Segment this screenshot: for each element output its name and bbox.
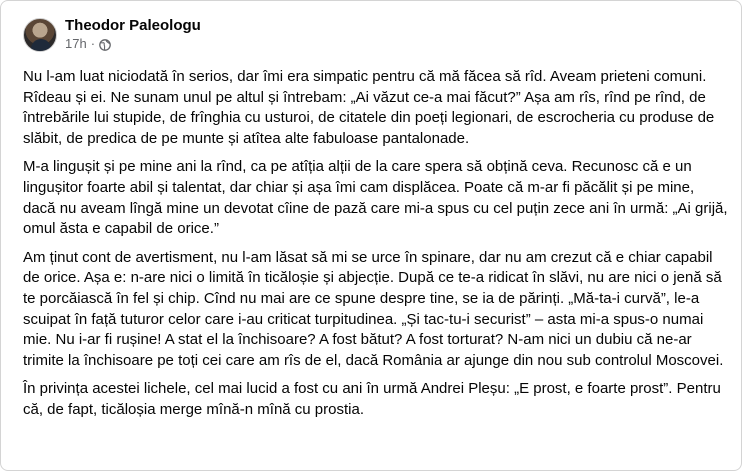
separator-dot: · — [90, 36, 96, 51]
post-paragraph: Nu l-am luat niciodată în serios, dar îmi era simpatic pentru că mă făcea să rîd. Aveam prieteni comuni. Rîdeau și ei. Ne sunam unul pe altul și întrebam: „Ai văzut ce-a mai făcut?” Așa am rîs, rînd pe rînd, de întrebările lui stupide, de frînghia cu usturoi, de citatele din poeți legionari, de escrocheria cu produse de slăbit, de predica de pe munte și atîtea alte fabuloase pantalonade. — [23, 68, 715, 147]
globe-icon[interactable] — [99, 35, 111, 53]
author-name[interactable]: Theodor Paleologu — [65, 17, 201, 34]
post-header — [23, 17, 201, 53]
post-paragraph: M-a lingușit și pe mine ani la rînd, ca pe atîția alții de la care spera să obțină ceva. Recunosc că e un lingușitor foarte abil și talentat, dar chiar și așa îmi cam displăcea. Poate că m-ar fi păcălit și pe mine, dacă nu aveam lîngă mine un devotat cîine de pază care mi-a spus cu cel puțin zece ani în urmă: „Ai grijă, omul ăsta e capabil de orice.” — [23, 158, 728, 238]
post-time[interactable]: 17h — [65, 36, 87, 51]
post-text — [23, 67, 728, 429]
post-paragraph: În privința acestei lichele, cel mai lucid a fost cu ani în urmă Andrei Pleșu: „E prost, e foarte prost”. Pentru că, de fapt, ticăloșia merge mînă-n mînă cu prostia. — [23, 380, 721, 418]
post-paragraph: Am ținut cont de avertisment, nu l-am lăsat să mi se urce în spinare, dar nu am crezut că e chiar capabil de orice. Așa e: n-are nici o limită în ticăloșie și abjecție. După ce te-a ridicat în slăvi, nu are nici o jenă să te porcăiască în fel și chip. Cînd nu mai are ce spune despre tine, se ia de părinți. „Mă-ta-i curvă”, le-a scuipat în față tuturor celor care i-au criticat turpitudinea. „Și tac-tu-i securist” – asta mi-a spus-o numai mie. Nu i-ar fi rușine! A stat el la închisoare? A fost bătut? A fost torturat? N-am nici un dubiu că ne-ar trimite la închisoare pe toți cei care am rîs de el, dacă România ar ajunge din nou sub controlul Moscovei. — [23, 248, 724, 369]
avatar[interactable] — [23, 18, 57, 52]
post-meta — [65, 17, 201, 53]
post-subline — [65, 35, 201, 53]
